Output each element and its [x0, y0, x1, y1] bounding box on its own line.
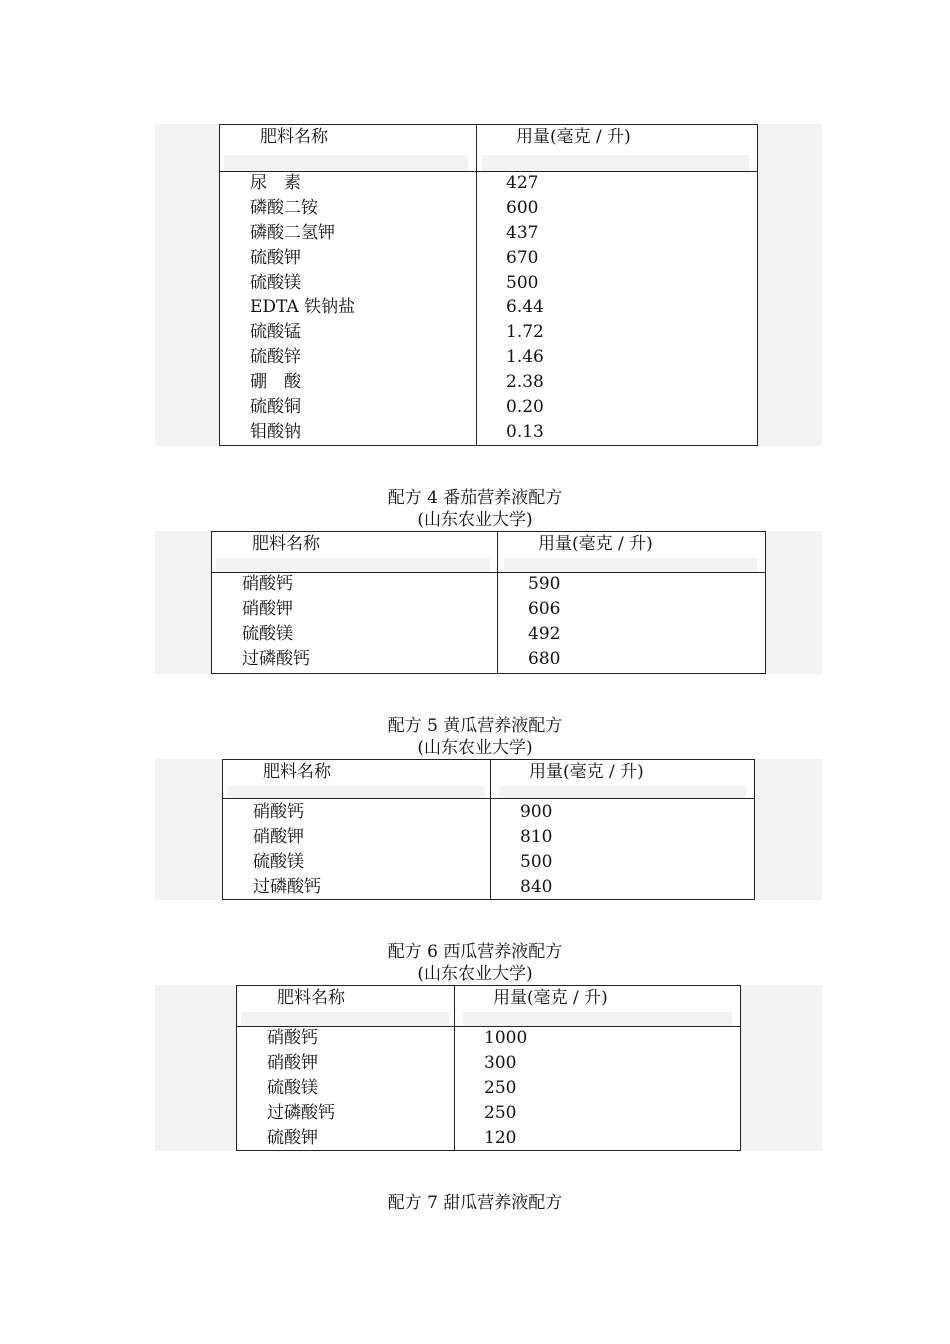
fertilizer-name: 硫酸镁: [253, 851, 304, 872]
table-recipe-4: [211, 531, 766, 674]
table-row: [220, 196, 757, 221]
recipe-5-source: (山东农业大学): [417, 738, 533, 758]
fertilizer-amount: 600: [506, 197, 539, 218]
table-4-body: [212, 572, 765, 672]
fertilizer-amount: 1.46: [506, 347, 544, 368]
table-1: [219, 124, 758, 446]
table-row: [237, 1101, 740, 1126]
fertilizer-name: 硝酸钾: [253, 826, 304, 847]
table-row: [237, 1051, 740, 1076]
fertilizer-name: 硫酸锰: [250, 322, 301, 343]
table-row: [220, 221, 757, 246]
header-amount-label: 用量(毫克 / 升): [529, 762, 644, 782]
table-6-header: [237, 986, 740, 1027]
table-row: [220, 345, 757, 370]
table-row: [223, 850, 754, 875]
fertilizer-name: EDTA 铁钠盐: [250, 297, 356, 318]
header-amount-label: 用量(毫克 / 升): [493, 988, 608, 1008]
table-row: [237, 1076, 740, 1101]
header-name-label: 肥料名称: [277, 988, 345, 1008]
table-row: [220, 171, 757, 196]
recipe-5-title: 配方 5 黄瓜营养液配方: [387, 716, 563, 736]
fertilizer-name: 硫酸镁: [250, 272, 301, 293]
table-row: [220, 295, 757, 320]
table-row: [212, 597, 765, 622]
fertilizer-amount: 680: [528, 648, 561, 669]
fertilizer-amount: 1.72: [506, 322, 544, 343]
table-row: [212, 647, 765, 672]
table-1-body: [220, 171, 757, 445]
table-5-header: [223, 760, 754, 799]
recipe-6-source: (山东农业大学): [417, 964, 533, 984]
fertilizer-name: 硫酸锌: [250, 347, 301, 368]
fertilizer-name: 硝酸钙: [242, 574, 293, 594]
header-amount-label: 用量(毫克 / 升): [538, 534, 653, 554]
fertilizer-amount: 427: [506, 173, 539, 193]
fertilizer-amount: 500: [506, 272, 539, 293]
fertilizer-name: 过磷酸钙: [253, 876, 321, 897]
fertilizer-name: 尿 素: [250, 173, 301, 193]
recipe-4-source: (山东农业大学): [417, 510, 533, 530]
fertilizer-amount: 2.38: [506, 372, 544, 393]
table-row: [220, 420, 757, 445]
fertilizer-amount: 840: [520, 876, 553, 897]
table-row: [212, 622, 765, 647]
fertilizer-name: 硫酸镁: [267, 1077, 318, 1098]
table-row: [237, 1026, 740, 1051]
fertilizer-name: 硝酸钾: [267, 1052, 318, 1073]
fertilizer-name: 硫酸钾: [267, 1127, 318, 1148]
table-row: [223, 875, 754, 900]
table-row: [220, 320, 757, 345]
recipe-4-title: 配方 4 番茄营养液配方: [387, 488, 563, 508]
fertilizer-name: 过磷酸钙: [267, 1102, 335, 1123]
table-4-header: [212, 532, 765, 573]
fertilizer-amount: 0.20: [506, 397, 544, 418]
table-recipe-5: [222, 759, 755, 900]
table-1-header: [220, 125, 757, 172]
fertilizer-name: 钼酸钠: [250, 421, 301, 442]
header-name-label: 肥料名称: [252, 534, 320, 554]
fertilizer-amount: 810: [520, 826, 553, 847]
fertilizer-amount: 1000: [484, 1028, 528, 1048]
fertilizer-amount: 670: [506, 247, 539, 268]
fertilizer-amount: 6.44: [506, 297, 544, 318]
table-row: [223, 800, 754, 825]
fertilizer-amount: 250: [484, 1102, 517, 1123]
fertilizer-amount: 0.13: [506, 421, 544, 442]
fertilizer-name: 磷酸二铵: [250, 197, 318, 218]
fertilizer-amount: 606: [528, 598, 561, 619]
recipe-6-title: 配方 6 西瓜营养液配方: [387, 942, 563, 962]
fertilizer-amount: 250: [484, 1077, 517, 1098]
table-row: [212, 572, 765, 597]
table-row: [220, 246, 757, 271]
table-row: [220, 395, 757, 420]
fertilizer-amount: 300: [484, 1052, 517, 1073]
fertilizer-name: 硝酸钙: [253, 802, 304, 822]
table-6-body: [237, 1026, 740, 1150]
fertilizer-name: 硫酸镁: [242, 623, 293, 644]
fertilizer-amount: 900: [520, 802, 553, 822]
table-5-body: [223, 800, 754, 900]
fertilizer-name: 硝酸钙: [267, 1028, 318, 1048]
table-recipe-6: [236, 985, 741, 1151]
fertilizer-amount: 492: [528, 623, 561, 644]
fertilizer-amount: 120: [484, 1127, 517, 1148]
table-row: [237, 1126, 740, 1151]
header-name-label: 肥料名称: [260, 127, 328, 147]
table-row: [223, 825, 754, 850]
fertilizer-name: 硝酸钾: [242, 598, 293, 619]
fertilizer-name: 硫酸铜: [250, 397, 301, 418]
table-row: [220, 370, 757, 395]
fertilizer-name: 硫酸钾: [250, 247, 301, 268]
fertilizer-amount: 437: [506, 222, 539, 243]
fertilizer-amount: 500: [520, 851, 553, 872]
fertilizer-name: 过磷酸钙: [242, 648, 310, 669]
recipe-7-title: 配方 7 甜瓜营养液配方: [387, 1193, 563, 1213]
fertilizer-name: 磷酸二氢钾: [250, 222, 335, 243]
header-amount-label: 用量(毫克 / 升): [516, 127, 631, 147]
header-name-label: 肥料名称: [263, 762, 331, 782]
fertilizer-amount: 590: [528, 574, 561, 594]
table-row: [220, 271, 757, 296]
fertilizer-name: 硼 酸: [250, 372, 301, 393]
